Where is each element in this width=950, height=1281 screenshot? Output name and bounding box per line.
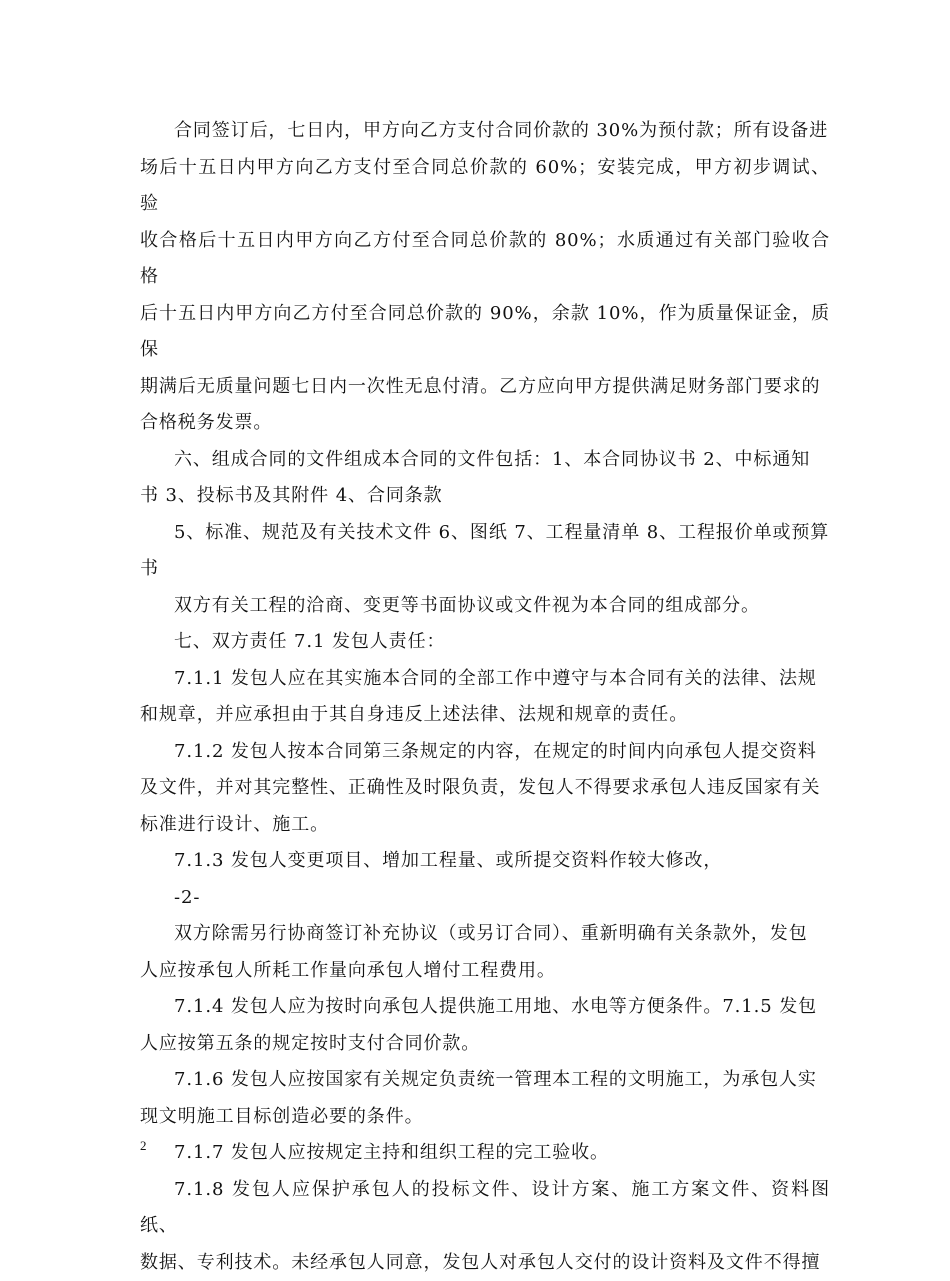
- clause-7-1-3: [140, 843, 830, 880]
- text-line: 人应按承包人所耗工作量向承包人增付工程费用。: [140, 953, 830, 990]
- text-line: 期满后无质量问题七日内一次性无息付清。乙方应向甲方提供满足财务部门要求的: [140, 369, 830, 406]
- text-line: 标准进行设计、施工。: [140, 807, 830, 844]
- clause-7-1-1: [140, 661, 830, 734]
- clause-7-1-6: [140, 1062, 830, 1135]
- text-line: 合格税务发票。: [140, 405, 830, 442]
- text-line: -2-: [140, 880, 830, 917]
- paragraph-contract-documents: [140, 442, 830, 515]
- text-line: 六、组成合同的文件组成本合同的文件包括：1、本合同协议书 2、中标通知: [140, 442, 830, 479]
- text-line: 7.1.4 发包人应为按时向承包人提供施工用地、水电等方便条件。7.1.5 发包: [140, 989, 830, 1026]
- text-line: 合同签订后，七日内，甲方向乙方支付合同价款的 30%为预付款；所有设备进: [140, 113, 830, 150]
- text-line: 后十五日内甲方向乙方付至合同总价款的 90%，余款 10%，作为质量保证金，质保: [140, 296, 830, 369]
- inline-page-marker: [140, 880, 830, 917]
- section-heading-responsibilities: [140, 624, 830, 661]
- text-line: 7.1.6 发包人应按国家有关规定负责统一管理本工程的文明施工，为承包人实: [140, 1062, 830, 1099]
- text-line: 5、标准、规范及有关技术文件 6、图纸 7、工程量清单 8、工程报价单或预算: [140, 515, 830, 552]
- clause-7-1-8: [140, 1172, 830, 1281]
- text-line: 场后十五日内甲方向乙方支付至合同总价款的 60%；安装完成，甲方初步调试、验: [140, 150, 830, 223]
- text-line: 及文件，并对其完整性、正确性及时限负责，发包人不得要求承包人违反国家有关: [140, 770, 830, 807]
- text-line: 收合格后十五日内甲方向乙方付至合同总价款的 80%；水质通过有关部门验收合格: [140, 223, 830, 296]
- text-line: 7.1.8 发包人应保护承包人的投标文件、设计方案、施工方案文件、资料图纸、: [140, 1172, 830, 1245]
- text-line: 数据、专利技术。未经承包人同意，发包人对承包人交付的设计资料及文件不得擅: [140, 1245, 830, 1281]
- text-line: 7.1.2 发包人按本合同第三条规定的内容，在规定的时间内向承包人提交资料: [140, 734, 830, 771]
- text-line: 和规章，并应承担由于其自身违反上述法律、法规和规章的责任。: [140, 697, 830, 734]
- text-line: 7.1.1 发包人应在其实施本合同的全部工作中遵守与本合同有关的法律、法规: [140, 661, 830, 698]
- text-line: 现文明施工目标创造必要的条件。: [140, 1099, 830, 1136]
- clause-7-1-4: [140, 989, 830, 1062]
- text-line: 双方除需另行协商签订补充协议（或另订合同）、重新明确有关条款外，发包: [140, 916, 830, 953]
- page-number: 2: [140, 1138, 147, 1154]
- clause-7-1-2: [140, 734, 830, 844]
- paragraph-payment-terms: [140, 113, 830, 442]
- text-line: 7.1.7 发包人应按规定主持和组织工程的完工验收。: [140, 1135, 830, 1172]
- text-line: 双方有关工程的洽商、变更等书面协议或文件视为本合同的组成部分。: [140, 588, 830, 625]
- text-line: 7.1.3 发包人变更项目、增加工程量、或所提交资料作较大修改，: [140, 843, 830, 880]
- paragraph-negotiation: [140, 588, 830, 625]
- paragraph-supplementary-agreement: [140, 916, 830, 989]
- document-body: [140, 113, 830, 1281]
- text-line: 人应按第五条的规定按时支付合同价款。: [140, 1026, 830, 1063]
- clause-7-1-7: [140, 1135, 830, 1172]
- paragraph-document-list: [140, 515, 830, 588]
- text-line: 书 3、投标书及其附件 4、合同条款: [140, 478, 830, 515]
- text-line: 书: [140, 551, 830, 588]
- text-line: 七、双方责任 7.1 发包人责任：: [140, 624, 830, 661]
